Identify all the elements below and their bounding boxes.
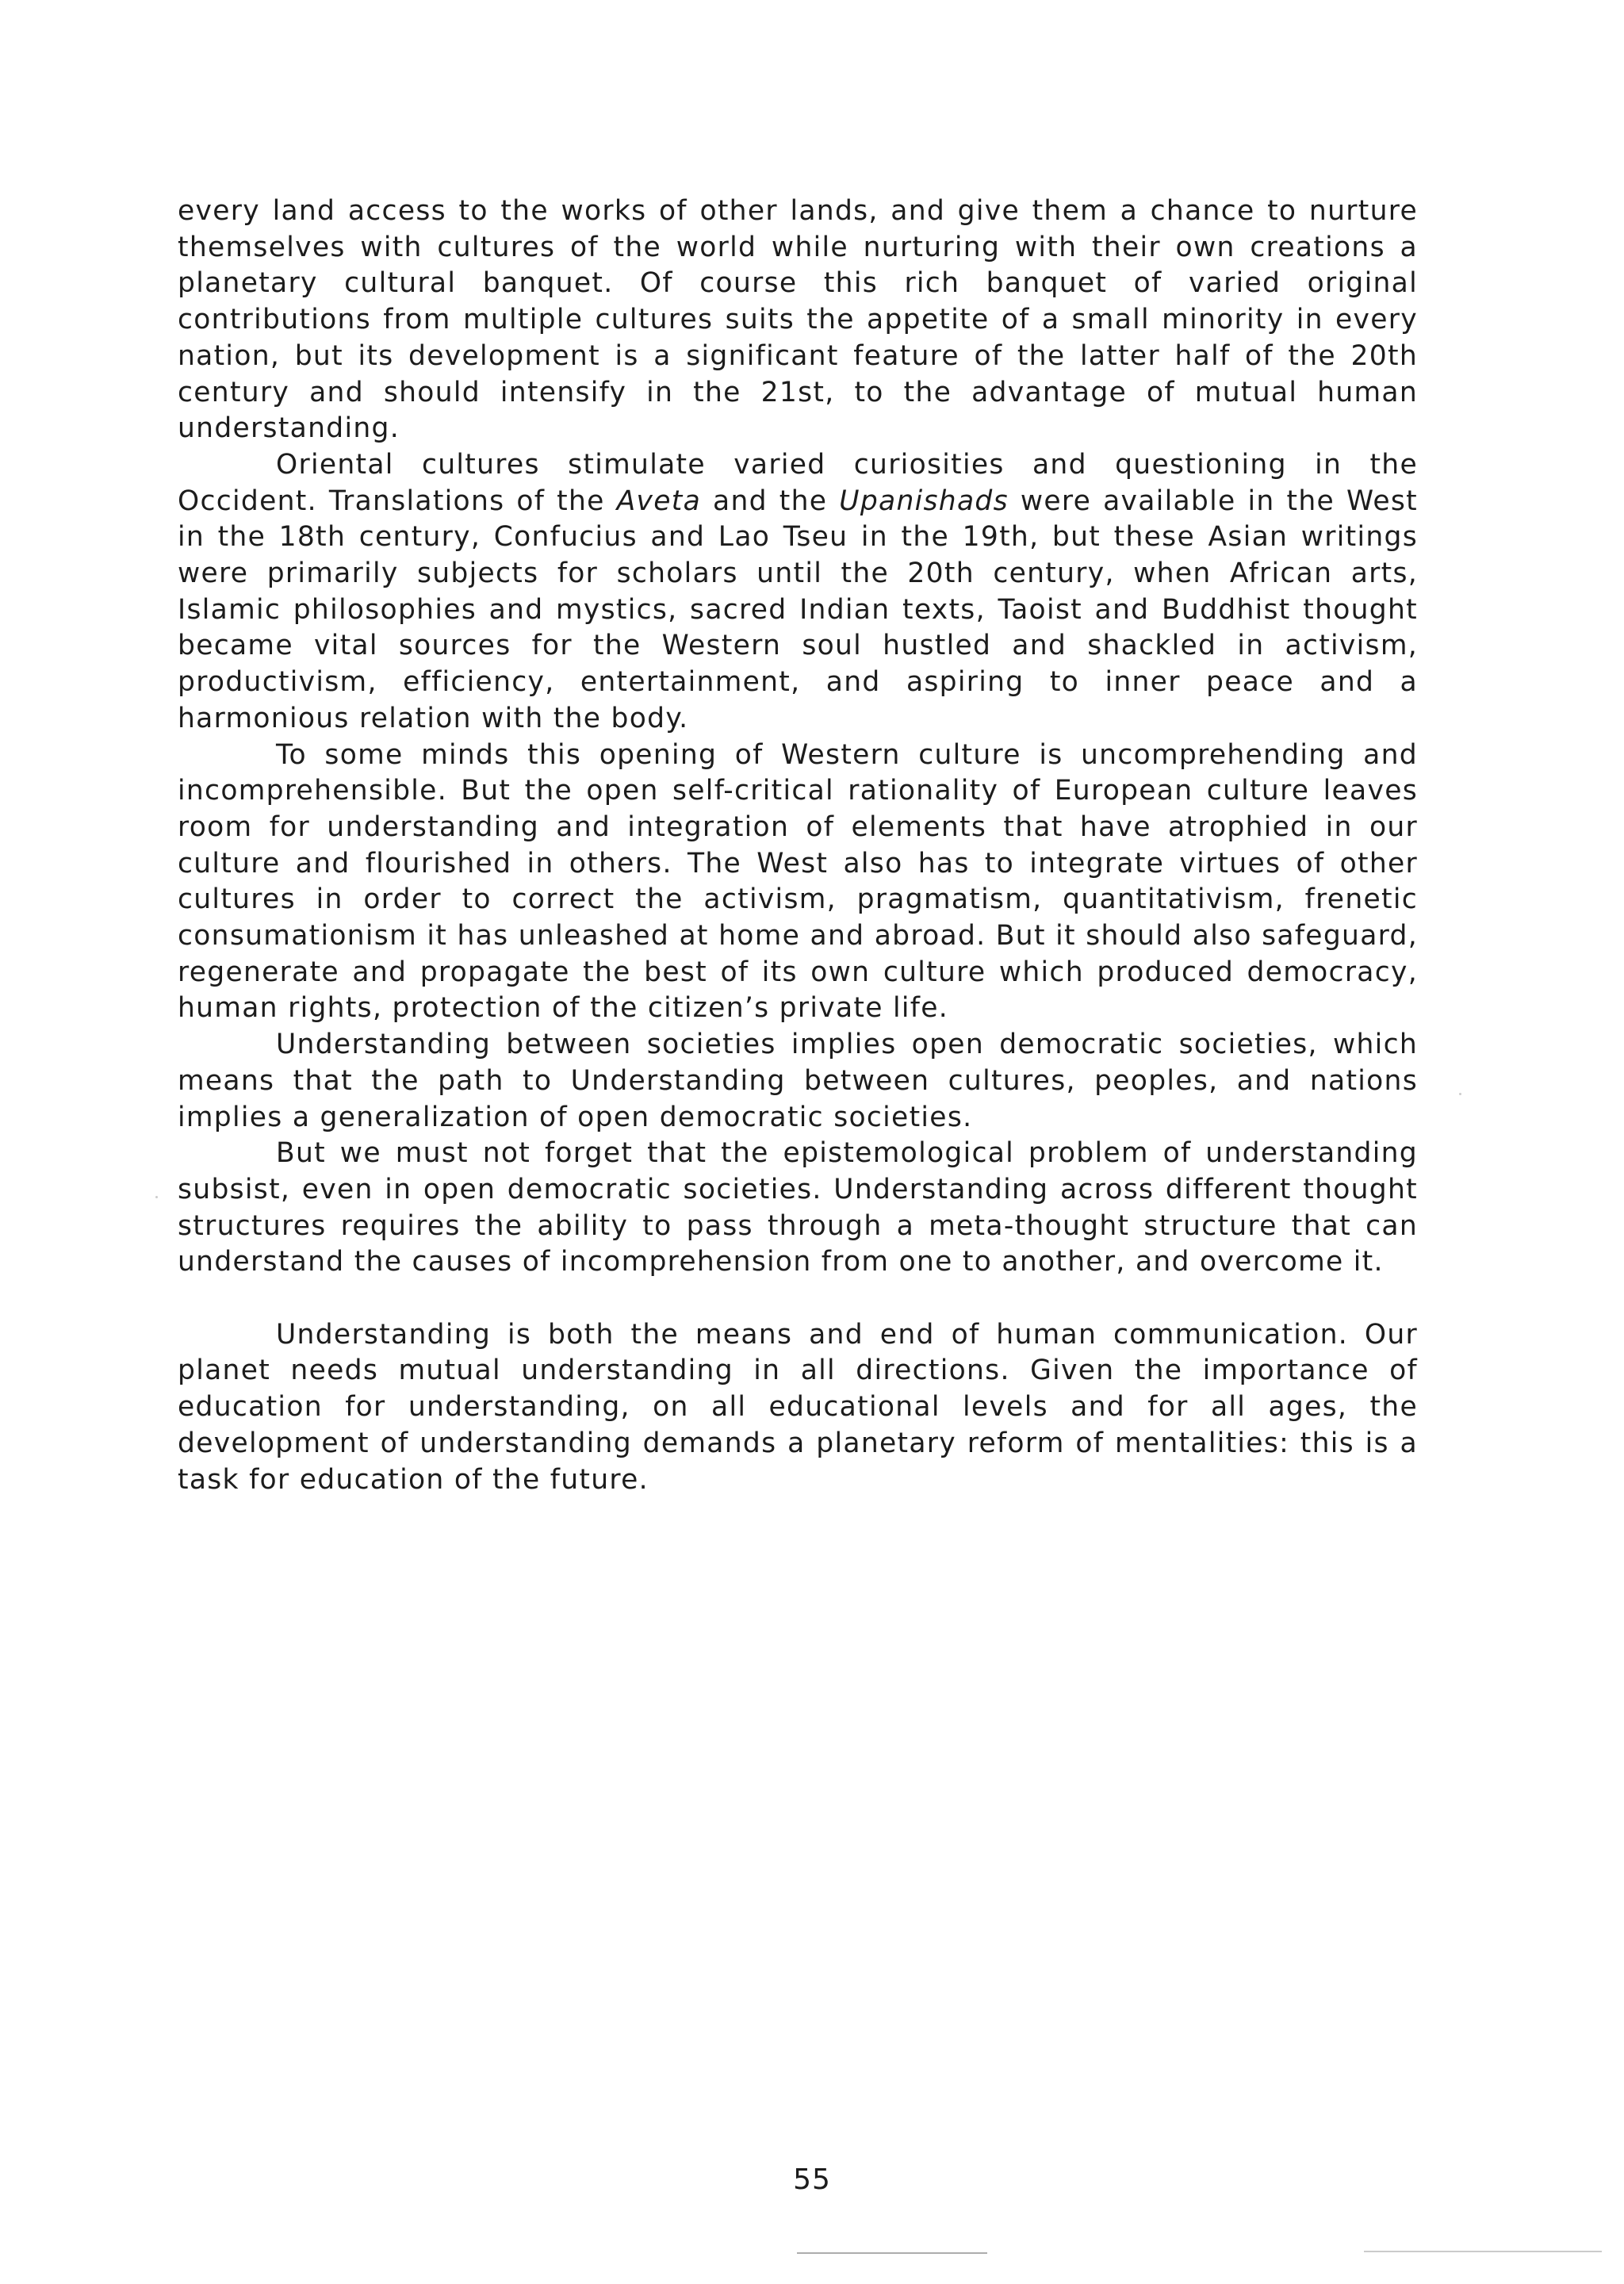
paragraph	[178, 1317, 1418, 1499]
paragraph	[178, 738, 1418, 1028]
text-run: and the	[701, 485, 840, 517]
body-text	[178, 194, 1418, 1498]
italic-title: Upanishads	[839, 485, 1009, 517]
page-number: 55	[793, 2163, 831, 2196]
paragraph	[178, 194, 1418, 447]
text-run: Understanding is both the means and end of human communication. Our planet needs mutual understanding in all directions. Given the importance of education for understanding, on all educational levels and for all ages, the development of understanding demands a planetary reform of mentalities: this is a task for education of the future.	[178, 1318, 1418, 1496]
scan-artifact-line	[1364, 2251, 1602, 2252]
paragraph	[178, 1027, 1418, 1136]
text-run: Understanding between societies implies open democratic societies, which means that the path to Understanding between cultures, peoples, and nations implies a generalization of open democratic societies.	[178, 1029, 1418, 1133]
text-run: To some minds this opening of Western culture is uncomprehending and incomprehensible. But the open self-critical rationality of European culture leaves room for understanding and integration of elements that have atrophied in our culture and flourished in others. The West also has to integrate virtues of other cultures in order to correct the activism, pragmatism, quantitativism, frenetic consumationism it has unleashed at home and abroad. But it should also safeguard, regenerate and propagate the best of its own culture which produced democracy, human rights, protection of the citizen’s private life.	[178, 738, 1418, 1025]
paragraph	[178, 1136, 1418, 1281]
text-run: were available in the West in the 18th century, Confucius and Lao Tseu in the 19th, but these Asian writings were primarily subjects for scholars until the 20th century, when African arts, Islamic philosophies and mystics, sacred Indian texts, Taoist and Buddhist thought became vital sources for the Western soul hustled and shackled in activism, productivism, efficiency, entertainment, and aspiring to inner peace and a harmonious relation with the body.	[178, 485, 1419, 734]
text-run: Oriental cultures stimulate varied curiosities and questioning in the Occident. Translations of the	[178, 448, 1418, 517]
scan-speck	[155, 1196, 158, 1198]
paragraph	[178, 447, 1418, 738]
text-run: But we must not forget that the epistemological problem of understanding subsist, even in open democratic societies. Understanding across different thought structures requires the ability to pass through a meta-thought structure that can understand the causes of incomprehension from one to another, and overcome it.	[178, 1137, 1418, 1278]
italic-title: Aveta	[616, 485, 702, 517]
scan-artifact-line	[797, 2252, 987, 2254]
scan-speck	[1459, 1093, 1461, 1095]
text-run: every land access to the works of other lands, and give them a chance to nurture themselves with cultures of the world while nurturing with their own creations a planetary cultural banquet. Of course this rich banquet of varied original contributions from multiple cultures suits the appetite of a small minority in every nation, but its development is a significant feature of the latter half of the 20th century and should intensify in the 21st, to the advantage of mutual human understanding.	[178, 195, 1418, 445]
